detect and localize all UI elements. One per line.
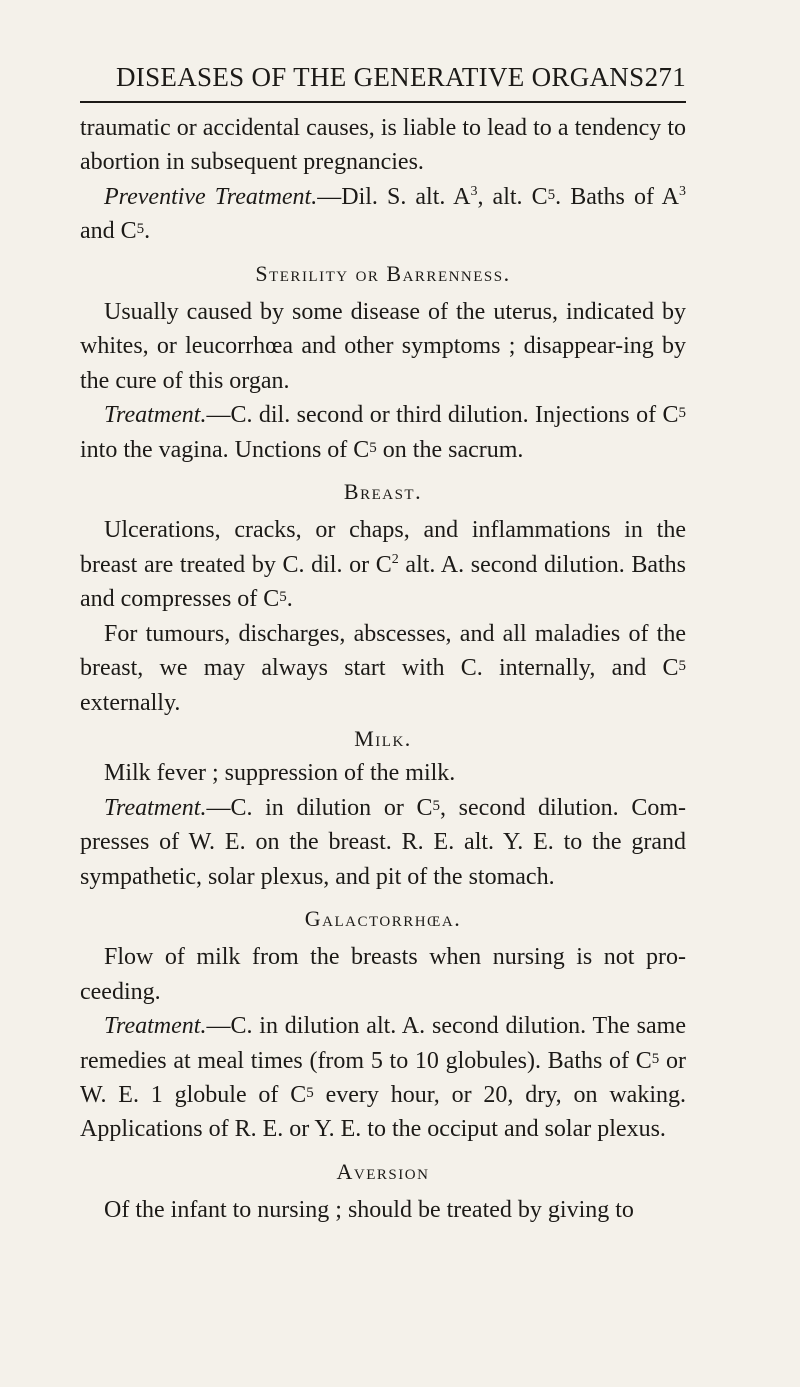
running-head <box>116 62 686 98</box>
section-heading: Milk. <box>354 725 412 751</box>
paragraph: Ulcerations, cracks, or chaps, and inflammations in the breast are treated by C. dil. or $C^2$ alt. A. second dilution. Baths and compresses of $C^5$. <box>80 517 687 613</box>
paragraph: Of the infant to nursing ; should be treated by giving to <box>104 1197 634 1224</box>
page-number: 271 <box>644 62 686 92</box>
paragraph: Treatment.—C. in dilution or $C^5$, second dilution. Com-presses of W. E. on the breast. R. E. alt. Y. E. to the grand sympathetic, solar plexus, and pit of the stomach. <box>80 794 686 890</box>
section-heading: Sterility or Barrenness. <box>255 260 511 286</box>
page-body <box>80 111 686 1228</box>
paragraph: Flow of milk from the breasts when nursing is not pro-ceeding. <box>80 944 686 1005</box>
paragraph: traumatic or accidental causes, is liable to lead to a tendency to abortion in subsequent pregnancies. <box>80 115 686 176</box>
paragraph: For tumours, discharges, abscesses, and all maladies of the breast, we may always start with C. internally, and $C^5$ externally. <box>80 620 686 716</box>
section-heading: Breast. <box>343 479 423 505</box>
running-head-title: DISEASES OF THE GENERATIVE ORGANS. <box>116 62 652 92</box>
section-label: Treatment. <box>104 1013 207 1040</box>
section-label: Preventive Treatment. <box>104 183 318 210</box>
paragraph: Treatment.—C. in dilution alt. A. second dilution. The same remedies at meal times (from 5 to 10 globules). Baths of $C^5$ or W. E. 1 globule of $C^5$ every hour, or 20, dry, on waking. Applications of R. E. or Y. E. to the occiput and solar plexus. <box>80 1013 686 1143</box>
header-rule <box>80 101 686 103</box>
section-heading: Aversion <box>336 1158 430 1184</box>
section-label: Treatment. <box>104 794 207 821</box>
paragraph: Treatment.—C. dil. second or third dilution. Injections of $C^5$ into the vagina. Unctions of $C^5$ on the sacrum. <box>80 402 686 463</box>
section-heading: Galactorrhœa. <box>304 905 462 931</box>
paragraph: Usually caused by some disease of the uterus, indicated by whites, or leucorrhœa and other symptoms ; disappear-ing by the cure of this organ. <box>80 299 686 394</box>
paragraph: Milk fever ; suppression of the milk. <box>104 760 456 787</box>
section-label: Treatment. <box>104 402 207 429</box>
paragraph: Preventive Treatment.—Dil. S. alt. $A^3$, alt. $C^5$. Baths of $A^3$ and $C^5$. <box>80 183 687 245</box>
